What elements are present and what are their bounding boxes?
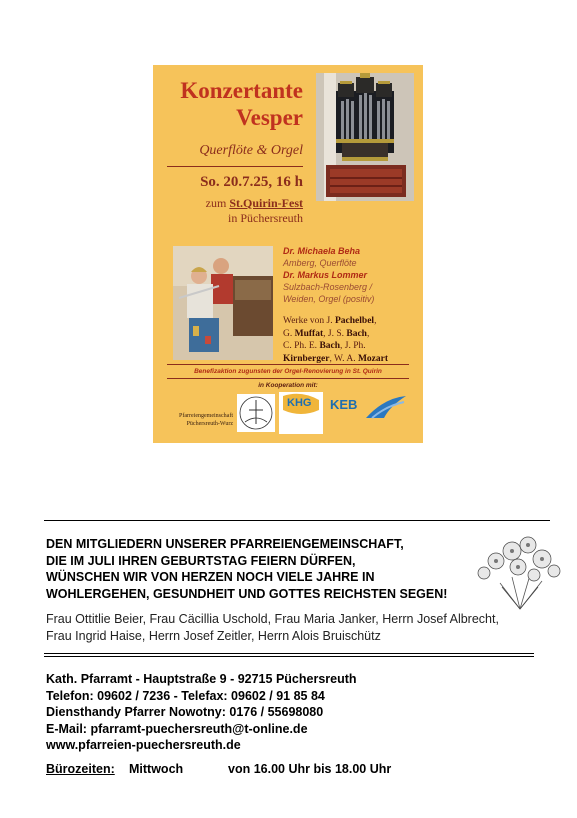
poster-title xyxy=(163,77,303,131)
poster-title-line1: Konzertante xyxy=(180,78,303,103)
section-divider-top xyxy=(44,520,550,521)
benefit-note: Benefizaktion zugunsten der Orgel-Renovierung in St. Quirin xyxy=(194,368,382,375)
poster-fest-prefix: zum xyxy=(205,196,230,210)
birthday-names-line1: Frau Ottitlie Beier, Frau Cäcillia Uschold, Frau Maria Janker, Herrn Josef Albrecht, xyxy=(46,612,499,626)
works-l2-mid: , J. S. xyxy=(323,328,347,339)
works-l4-name2: Mozart xyxy=(357,353,389,364)
organ-illustration xyxy=(316,73,414,201)
poster-subtitle: Querflöte & Orgel xyxy=(199,143,303,158)
birthday-names xyxy=(46,611,556,645)
flower-bouquet-image xyxy=(472,531,568,611)
benefit-rule-top xyxy=(167,364,409,365)
contact-phone: Telefon: 09602 / 7236 - Telefax: 09602 / 91 85 84 xyxy=(46,688,325,703)
performers xyxy=(283,245,423,305)
office-hours-time: von 16.00 Uhr bis 18.00 Uhr xyxy=(228,762,392,776)
concert-poster xyxy=(153,65,423,443)
flower-bouquet-illustration xyxy=(472,531,568,611)
works-l2-pre: G. xyxy=(283,328,295,339)
works-l2-post: , xyxy=(366,328,370,339)
greeting-line4: WOHLERGEHEN, GESUNDHEIT UND GOTTES REICHSTEN SEGEN! xyxy=(46,586,448,601)
section-divider-mid-2 xyxy=(44,656,534,657)
performer1-name: Dr. Michaela Beha xyxy=(283,246,361,256)
poster-title-line2: Vesper xyxy=(236,105,303,130)
performer2-name: Dr. Markus Lommer xyxy=(283,270,368,280)
works-l1-post: , xyxy=(374,316,377,326)
parish-logo-icon xyxy=(237,394,275,432)
works-l4-name1: Kirnberger xyxy=(283,353,330,364)
performer2-role-line1: Sulzbach-Rosenberg / xyxy=(283,282,373,292)
poster-fest xyxy=(163,196,303,226)
performer1-role: Amberg, Querflöte xyxy=(283,258,357,268)
performer2-role-line2: Weiden, Orgel (positiv) xyxy=(283,294,375,304)
office-hours-label: Bürozeiten: xyxy=(46,762,115,776)
contact-website[interactable]: www.pfarreien-puechersreuth.de xyxy=(46,738,241,752)
khg-logo-text: KHG xyxy=(287,397,312,409)
works-l1-pre: Werke von J. xyxy=(283,316,335,326)
works-list xyxy=(283,315,423,365)
performers-photo xyxy=(173,246,273,360)
works-l2-name1: Muffat xyxy=(294,328,324,339)
parish-contact xyxy=(46,671,546,754)
keb-logo xyxy=(326,394,416,432)
office-hours-day: Mittwoch xyxy=(129,762,184,776)
parish-name xyxy=(169,412,233,428)
parish-logo xyxy=(237,394,275,432)
section-divider-mid xyxy=(44,653,534,654)
keb-logo-text: KEB xyxy=(330,397,358,412)
works-l4-mid: , W. A. xyxy=(329,353,358,364)
khg-logo xyxy=(279,392,323,434)
works-l3-post: , J. Ph. xyxy=(340,341,366,351)
works-l2-name2: Bach xyxy=(346,328,367,339)
poster-location: in Püchersreuth xyxy=(228,211,303,225)
birthday-names-line2: Frau Ingrid Haise, Herrn Josef Zeitler, Herrn Alois Bruischütz xyxy=(46,629,381,643)
cooperation-label: in Kooperation mit: xyxy=(258,382,318,389)
poster-divider xyxy=(167,166,303,167)
greeting-line2: DIE IM JULI IHREN GEBURTSTAG FEIERN DÜRFEN, xyxy=(46,553,356,568)
greeting-line3: WÜNSCHEN WIR VON HERZEN NOCH VIELE JAHRE IN xyxy=(46,570,375,584)
poster-fest-name: St.Quirin-Fest xyxy=(229,196,303,210)
organ-image xyxy=(316,73,414,201)
keb-logo-swoosh xyxy=(364,394,408,420)
greeting-line1: DEN MITGLIEDERN UNSERER PFARREIENGEMEINSCHAFT, xyxy=(46,537,404,551)
contact-service-phone: Diensthandy Pfarrer Nowotny: 0176 / 55698080 xyxy=(46,705,324,719)
works-l3-pre: C. Ph. E. xyxy=(283,341,320,351)
birthday-greeting xyxy=(46,536,496,602)
contact-email[interactable]: E-Mail: pfarramt-puechersreuth@t-online.de xyxy=(46,721,308,736)
works-l3-name: Bach xyxy=(319,341,341,351)
benefit-rule-bottom xyxy=(167,378,409,379)
parish-name-line2: Püchersreuth-Wurz xyxy=(186,421,233,427)
performers-illustration xyxy=(173,246,273,360)
contact-address: Kath. Pfarramt - Hauptstraße 9 - 92715 Püchersreuth xyxy=(46,672,357,686)
works-l1-name: Pachelbel xyxy=(335,316,375,326)
poster-date: So. 20.7.25, 16 h xyxy=(200,174,303,190)
parish-name-line1: Pfarreiengemeinschaft xyxy=(179,413,233,419)
